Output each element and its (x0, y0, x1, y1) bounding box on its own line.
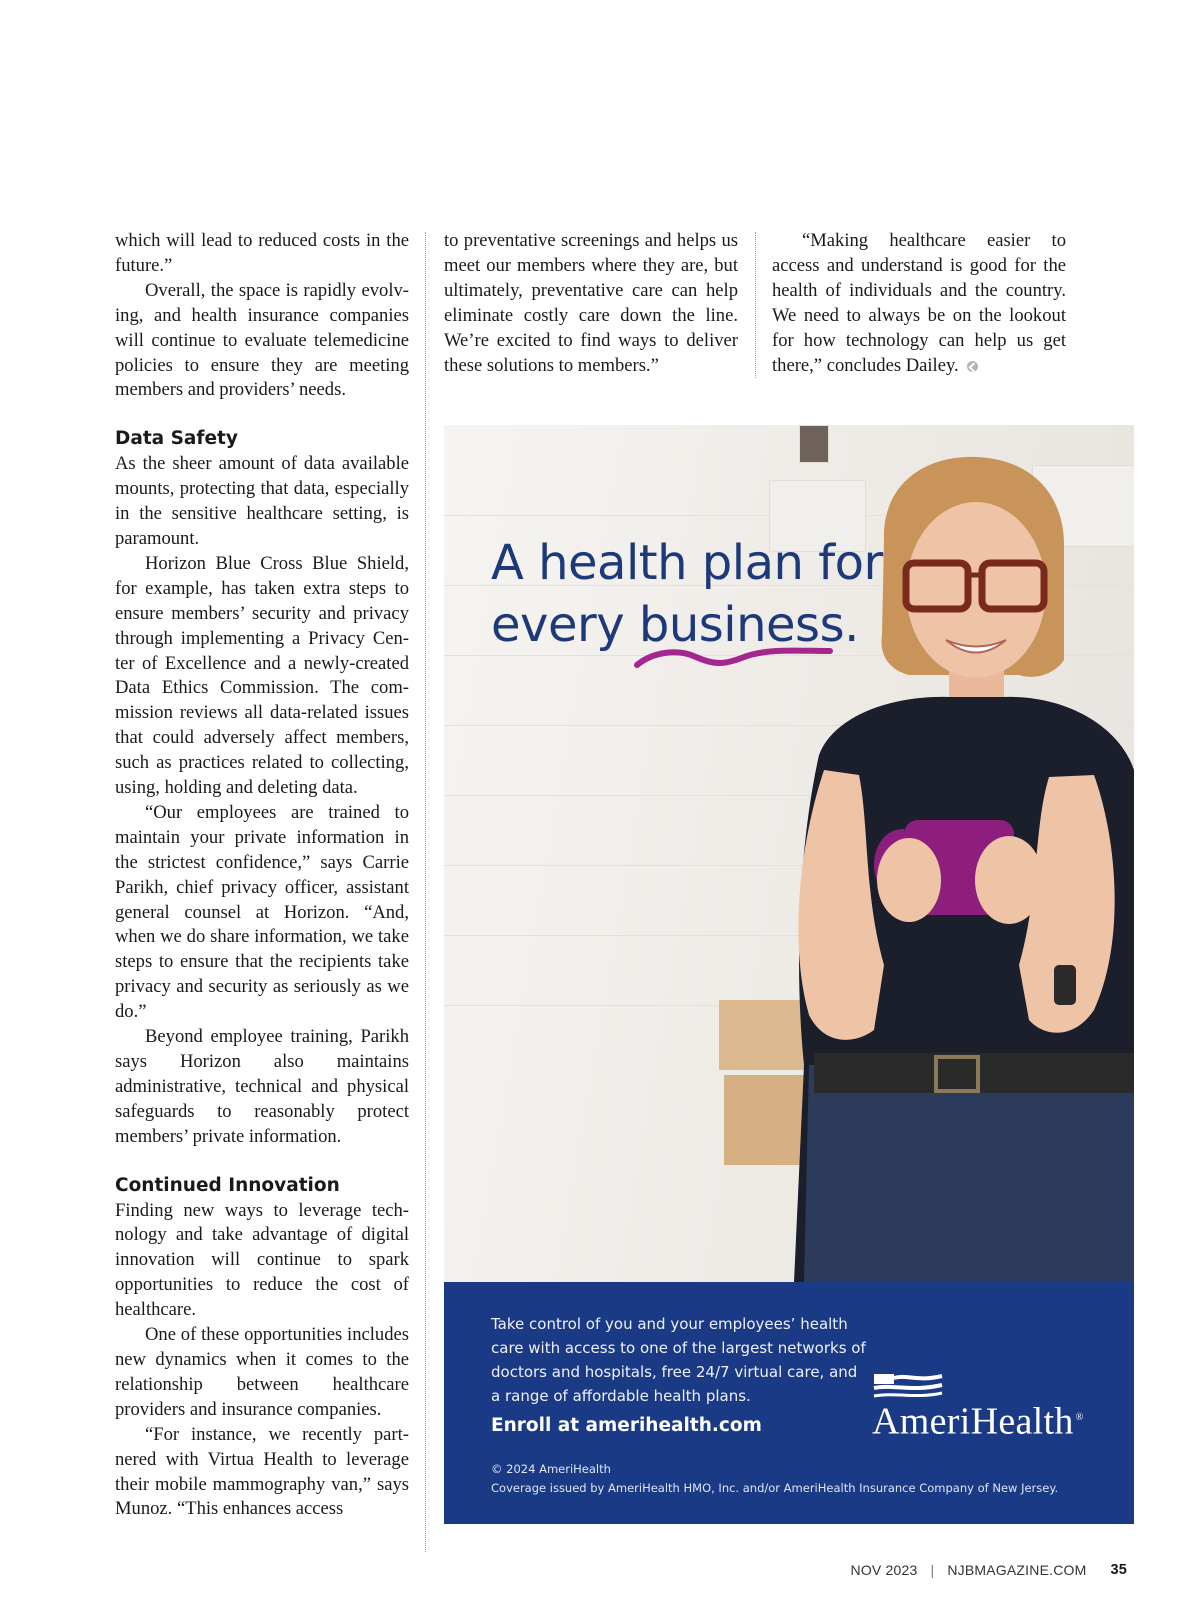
ad-headline (491, 532, 883, 656)
section-heading-continued-innovation: Continued Innovation (115, 1174, 340, 1196)
ad-copyright: © 2024 AmeriHealth (491, 1462, 611, 1476)
ad-photo (444, 425, 1134, 1282)
paragraph: “For instance, we recently partnered with Virtua Health to leverage their mobile mammography van,” says Munoz. “This enhances access (115, 1423, 409, 1520)
page-number: 35 (1110, 1562, 1127, 1578)
article-column-3 (772, 229, 1066, 378)
ad-info-band (444, 1282, 1134, 1524)
column-divider (425, 232, 426, 1552)
ad-headline-line-1: A health plan for (491, 535, 883, 591)
flag-icon (872, 1372, 944, 1398)
paragraph: “Our employees are trained to maintain your private information in the strictest confidence,” says Carrie Parikh, chief privacy officer, assistant general counsel at Horizon. “And, when we do share information, we take steps to ensure that the recipients take privacy and security as seriously as we do.” (115, 801, 409, 1023)
paragraph: As the sheer amount of data available mounts, protecting that data, especially in the sensitive healthcare setting, is paramount. (115, 453, 409, 549)
paragraph: Beyond employee training, Parikh says Horizon also maintains administrative, technical and physical safeguards to reasonably protect members’ private information. (115, 1026, 409, 1147)
paragraph: One of these opportunities includes new dynamics when it comes to the relationship between healthcare providers and insurance companies. (115, 1324, 409, 1420)
closing-paragraph-text: “Making healthcare easier to access and understand is good for the health of individuals and the country. We need to always be on the lookout for how technology can help us get there,” concludes Dailey. (772, 230, 1066, 376)
end-of-article-icon (967, 361, 978, 372)
paragraph (772, 229, 1066, 378)
squiggle-underline-icon (634, 643, 834, 673)
paragraph: which will lead to reduced costs in the future.” (115, 230, 409, 276)
page-footer (851, 1562, 1127, 1578)
ad-body-text: Take control of you and your employees’ health care with access to one of the largest networks of doctors and hospitals, free 24/7 virtual care, and a range of affordable health plans. (491, 1315, 866, 1405)
ad-headline-line-2: every business. (491, 597, 859, 653)
amerihealth-advertisement (444, 425, 1134, 1524)
paragraph: Overall, the space is rapidly evolving, and health insurance companies will continue to evaluate telemedicine policies to ensure they are meeting members and providers’ needs. (115, 279, 409, 401)
paragraph: Finding new ways to leverage technology and take advantage of digital innovation will continue to spark opportunities to reduce the cost of healthcare. (115, 1199, 409, 1321)
registered-mark: ® (1075, 1412, 1084, 1423)
paragraph: to preventative screenings and helps us meet our members where they are, but ultimately, preventative care can help eliminate costly care down the line. We’re excited to find ways to deliver these solutions to members.” (444, 230, 738, 376)
footer-date: NOV 2023 (850, 1562, 918, 1578)
ad-enroll-link[interactable]: Enroll at amerihealth.com (491, 1415, 762, 1436)
ad-logo-text: AmeriHealth (872, 1400, 1074, 1443)
ad-coverage-note: Coverage issued by AmeriHealth HMO, Inc. and/or AmeriHealth Insurance Company of New Jersey. (491, 1481, 1059, 1495)
article-column-1 (115, 229, 409, 1522)
footer-site: NJBMAGAZINE.COM (947, 1562, 1087, 1578)
article-column-2 (444, 229, 738, 378)
amerihealth-logo (872, 1372, 1112, 1442)
paragraph: Horizon Blue Cross Blue Shield, for example, has taken extra steps to ensure members’ security and privacy through implementing a Privacy Center of Excellence and a newly-created Data Ethics Commission. The commission reviews all data-related issues that could adversely affect members, such as practices related to collecting, using, holding and deleting data. (115, 552, 409, 799)
column-divider (755, 232, 756, 378)
section-heading-data-safety: Data Safety (115, 428, 238, 450)
footer-separator: | (930, 1562, 935, 1578)
